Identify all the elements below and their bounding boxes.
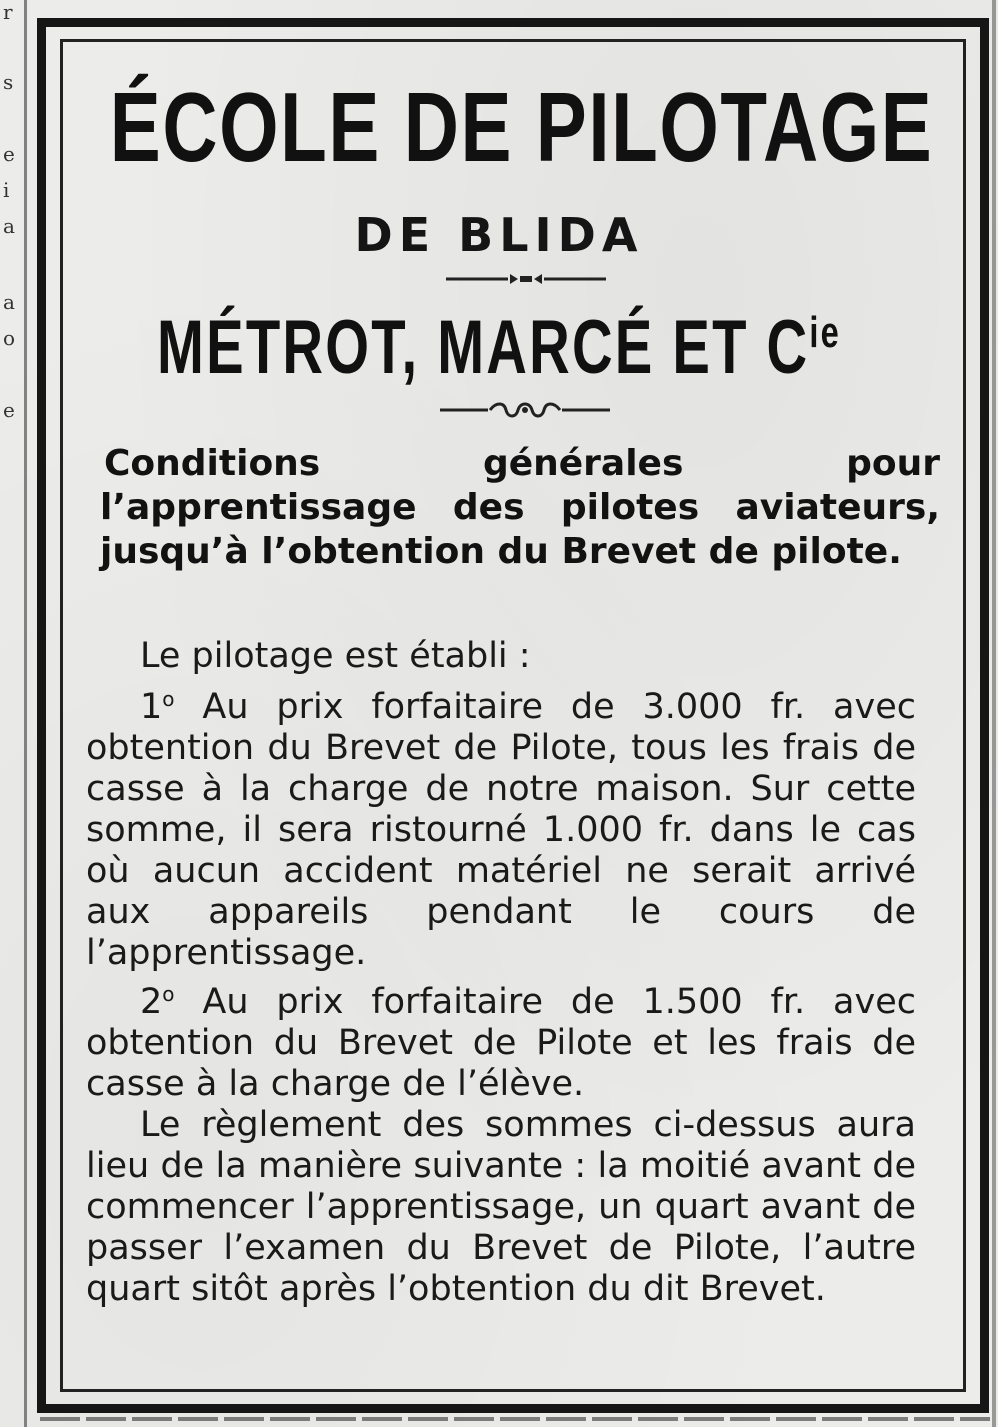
fragment-char: o <box>3 326 16 350</box>
item-2-paragraph <box>86 974 916 1105</box>
bottom-rule <box>40 1417 990 1421</box>
company-name <box>130 305 869 390</box>
fragment-char: e <box>3 142 15 166</box>
fragment-char: s <box>3 70 14 94</box>
item-1-ordinal: o <box>162 687 175 711</box>
fragment-char: a <box>3 290 15 314</box>
fragment-char: r <box>3 0 13 24</box>
fragment-char: a <box>3 214 15 238</box>
company-text: MÉTROT, MARCÉ ET C <box>157 305 810 390</box>
company-sup: ie <box>809 308 841 357</box>
ad-title: ÉCOLE DE PILOTAGE <box>109 72 934 182</box>
flourish-divider-icon <box>440 398 610 422</box>
item-2-number: 2 <box>140 982 163 1022</box>
ad-body <box>86 636 916 1310</box>
item-1-text: Au prix forfaitaire de 3.000 fr. avec obtention du Brevet de Pilote, tous les frais de casse à la charge de notre maison. Sur cette somme, il sera ristourné 1.000 fr. dans le cas où aucun accident matériel ne serait arrivé aux appareils pendant le cours de l’apprentissage. <box>86 687 916 973</box>
ornament-divider-icon <box>446 272 606 286</box>
item-1-number: 1 <box>140 687 163 727</box>
item-1-paragraph <box>86 679 916 974</box>
fragment-char: e <box>3 398 15 422</box>
lead-paragraph: Le pilotage est établi : <box>140 636 531 676</box>
payment-paragraph: Le règlement des sommes ci-dessus aura lieu de la manière suivante : la moitié avant de commencer l’apprentissage, un quart avant de passer l’examen du Brevet de Pilote, l’autre quart sitôt après l’obtention du dit Brevet. <box>86 1105 916 1309</box>
item-2-ordinal: o <box>162 982 175 1006</box>
ad-subtitle: DE BLIDA <box>354 208 644 262</box>
fragment-char: i <box>3 178 10 202</box>
conditions-heading: Conditions générales pour l’apprentissage des pilotes aviateurs, jusqu’à l’obtention du Brevet de pilote. <box>100 443 940 572</box>
item-2-text: Au prix forfaitaire de 1.500 fr. avec obtention du Brevet de Pilote et les frais de casse à la charge de l’élève. <box>86 982 916 1104</box>
